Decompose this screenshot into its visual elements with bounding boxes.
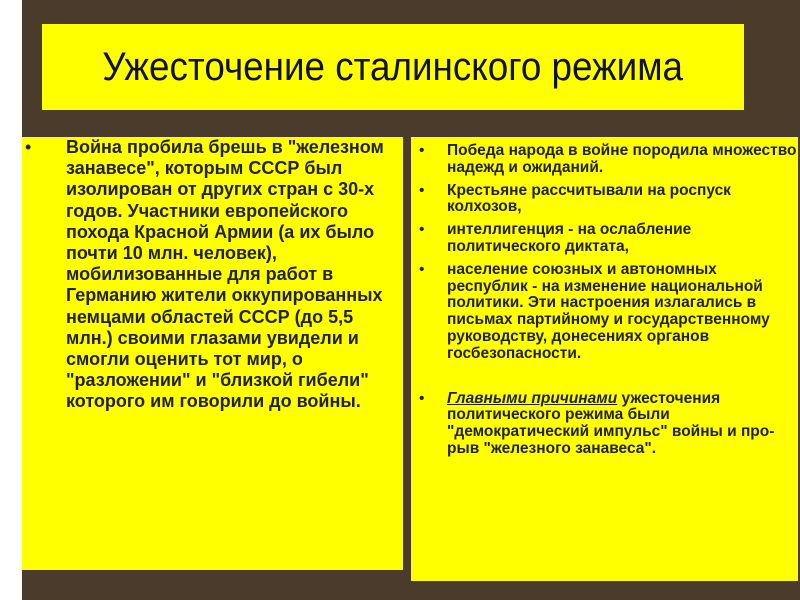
- conclusion-text: ужесточения политического режима были "демократический импульс" войны и про-рыв "железного занавеса".: [447, 389, 775, 457]
- bullet-icon: •: [419, 389, 425, 407]
- list-item: [22, 137, 403, 413]
- list-item-text: Крестьяне рассчитывали на роспуск колхозов,: [447, 181, 731, 216]
- left-bullet-list: [22, 137, 403, 413]
- right-bullet-list: [411, 137, 798, 458]
- title-box: [42, 24, 744, 110]
- list-item-text: население союзных и автономных республик - на изменение национальной политики. Эти настроения излагались в письмах партийному и государственному руководству, донесениях органов госбезопасности.: [447, 260, 770, 362]
- list-item-text: Война пробила брешь в "железном занавесе", которым СССР был изолирован от других стран с 30-х годов. Участники европейского похода Красной Армии (а их было почти 10 млн. человек), мобилизованные для работ в Германию жители оккупированных немцами областей СССР (до 5,5 млн.) своими глазами увидели и смогли оценить тот мир, о "разложении" и "близкой гибели" которого им говорили до войны.: [66, 137, 384, 412]
- list-item: [411, 143, 798, 177]
- bullet-icon: •: [419, 260, 425, 278]
- bullet-icon: •: [25, 137, 32, 157]
- left-text-panel: [22, 137, 403, 570]
- list-item: [411, 262, 798, 363]
- list-item-text: интеллигенция - на ослабление политического диктата,: [447, 221, 692, 255]
- bullet-icon: •: [419, 142, 425, 159]
- slide-title: Ужесточение сталинского режима: [102, 44, 684, 89]
- bullet-icon: •: [419, 221, 425, 239]
- list-item-text: Победа народа в войне породила множество надежд и ожиданий.: [447, 142, 797, 176]
- bullet-icon: •: [419, 181, 425, 199]
- list-item: [411, 222, 798, 256]
- conclusion-item: [411, 391, 798, 458]
- right-text-panel: [411, 137, 798, 581]
- conclusion-lead: Главными причинами: [447, 389, 618, 407]
- list-item: [411, 183, 798, 217]
